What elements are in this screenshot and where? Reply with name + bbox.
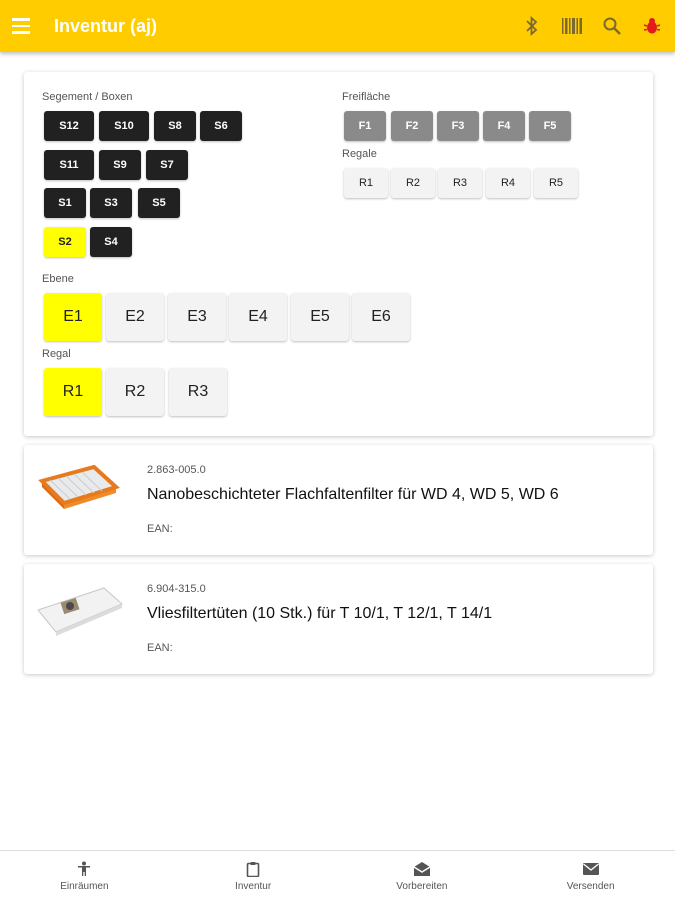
freiflaeche-chip-f5[interactable]: F5: [529, 111, 571, 141]
ebene-button-e5[interactable]: E5: [291, 293, 349, 341]
nav-label: Versenden: [566, 880, 615, 892]
nav-vorbereiten[interactable]: [338, 851, 507, 900]
segment-chip-s2-selected[interactable]: S2: [44, 227, 86, 257]
ebene-button-e6[interactable]: E6: [352, 293, 410, 341]
app-title: Inventur (aj): [54, 15, 158, 36]
segment-chip-s1[interactable]: S1: [44, 188, 86, 218]
ebene-button-e2[interactable]: E2: [106, 293, 164, 341]
mail-icon: [582, 860, 600, 878]
menu-icon[interactable]: [12, 12, 40, 40]
freiflaeche-chip-f2[interactable]: F2: [391, 111, 433, 141]
regal-button-r3[interactable]: R3: [169, 368, 227, 416]
segment-chip-s6[interactable]: S6: [200, 111, 242, 141]
freiflaeche-chip-f1[interactable]: F1: [344, 111, 386, 141]
ebene-button-e3[interactable]: E3: [168, 293, 226, 341]
product-card[interactable]: [24, 445, 653, 555]
filter-bag-image: [34, 572, 134, 642]
segment-chip-s9[interactable]: S9: [99, 150, 141, 180]
regale-chip-r4[interactable]: R4: [486, 168, 530, 198]
product-ean: EAN:: [147, 523, 173, 535]
product-name: Vliesfiltertüten (10 Stk.) für T 10/1, T 12/1, T 14/1: [147, 605, 493, 622]
segment-chip-s4[interactable]: S4: [90, 227, 132, 257]
segment-chip-s8[interactable]: S8: [154, 111, 196, 141]
bug-icon[interactable]: [639, 13, 665, 39]
regale-chip-r2[interactable]: R2: [391, 168, 435, 198]
clipboard-icon: [244, 860, 262, 878]
segment-chip-s11[interactable]: S11: [44, 150, 94, 180]
segments-label: Segement / Boxen: [42, 91, 133, 103]
nav-label: Einräumen: [60, 880, 109, 892]
segment-chip-s12[interactable]: S12: [44, 111, 94, 141]
product-name: Nanobeschichteter Flachfaltenfilter für WD 4, WD 5, WD 6: [147, 486, 559, 503]
bluetooth-icon[interactable]: [519, 13, 545, 39]
regal-label: Regal: [42, 348, 71, 360]
regale-chip-r1[interactable]: R1: [344, 168, 388, 198]
ebene-label: Ebene: [42, 273, 74, 285]
regale-label: Regale: [342, 148, 377, 160]
flat-filter-image: [34, 453, 134, 523]
product-number: 6.904-315.0: [147, 583, 206, 595]
product-number: 2.863-005.0: [147, 464, 206, 476]
regal-button-r1-selected[interactable]: R1: [44, 368, 102, 416]
freiflaeche-label: Freifläche: [342, 91, 391, 103]
regale-chip-r5[interactable]: R5: [534, 168, 578, 198]
barcode-icon[interactable]: [559, 13, 585, 39]
nav-versenden[interactable]: [506, 851, 675, 900]
segment-chip-s5[interactable]: S5: [138, 188, 180, 218]
nav-inventur[interactable]: [169, 851, 338, 900]
freiflaeche-chip-f4[interactable]: F4: [483, 111, 525, 141]
segment-chip-s3[interactable]: S3: [90, 188, 132, 218]
regal-button-r2[interactable]: R2: [106, 368, 164, 416]
ebene-button-e1-selected[interactable]: E1: [44, 293, 102, 341]
location-selection-card: [24, 72, 653, 436]
segment-chip-s10[interactable]: S10: [99, 111, 149, 141]
open-mail-icon: [413, 860, 431, 878]
freiflaeche-chip-f3[interactable]: F3: [437, 111, 479, 141]
nav-einraeumen[interactable]: [0, 851, 169, 900]
search-icon[interactable]: [599, 13, 625, 39]
nav-label: Vorbereiten: [396, 880, 448, 892]
product-card[interactable]: [24, 564, 653, 674]
product-ean: EAN:: [147, 642, 173, 654]
segment-chip-s7[interactable]: S7: [146, 150, 188, 180]
nav-label: Inventur: [235, 880, 272, 892]
bottom-navigation: [0, 850, 675, 900]
app-bar: [0, 0, 675, 52]
person-icon: [75, 860, 93, 878]
ebene-button-e4[interactable]: E4: [229, 293, 287, 341]
regale-chip-r3[interactable]: R3: [438, 168, 482, 198]
